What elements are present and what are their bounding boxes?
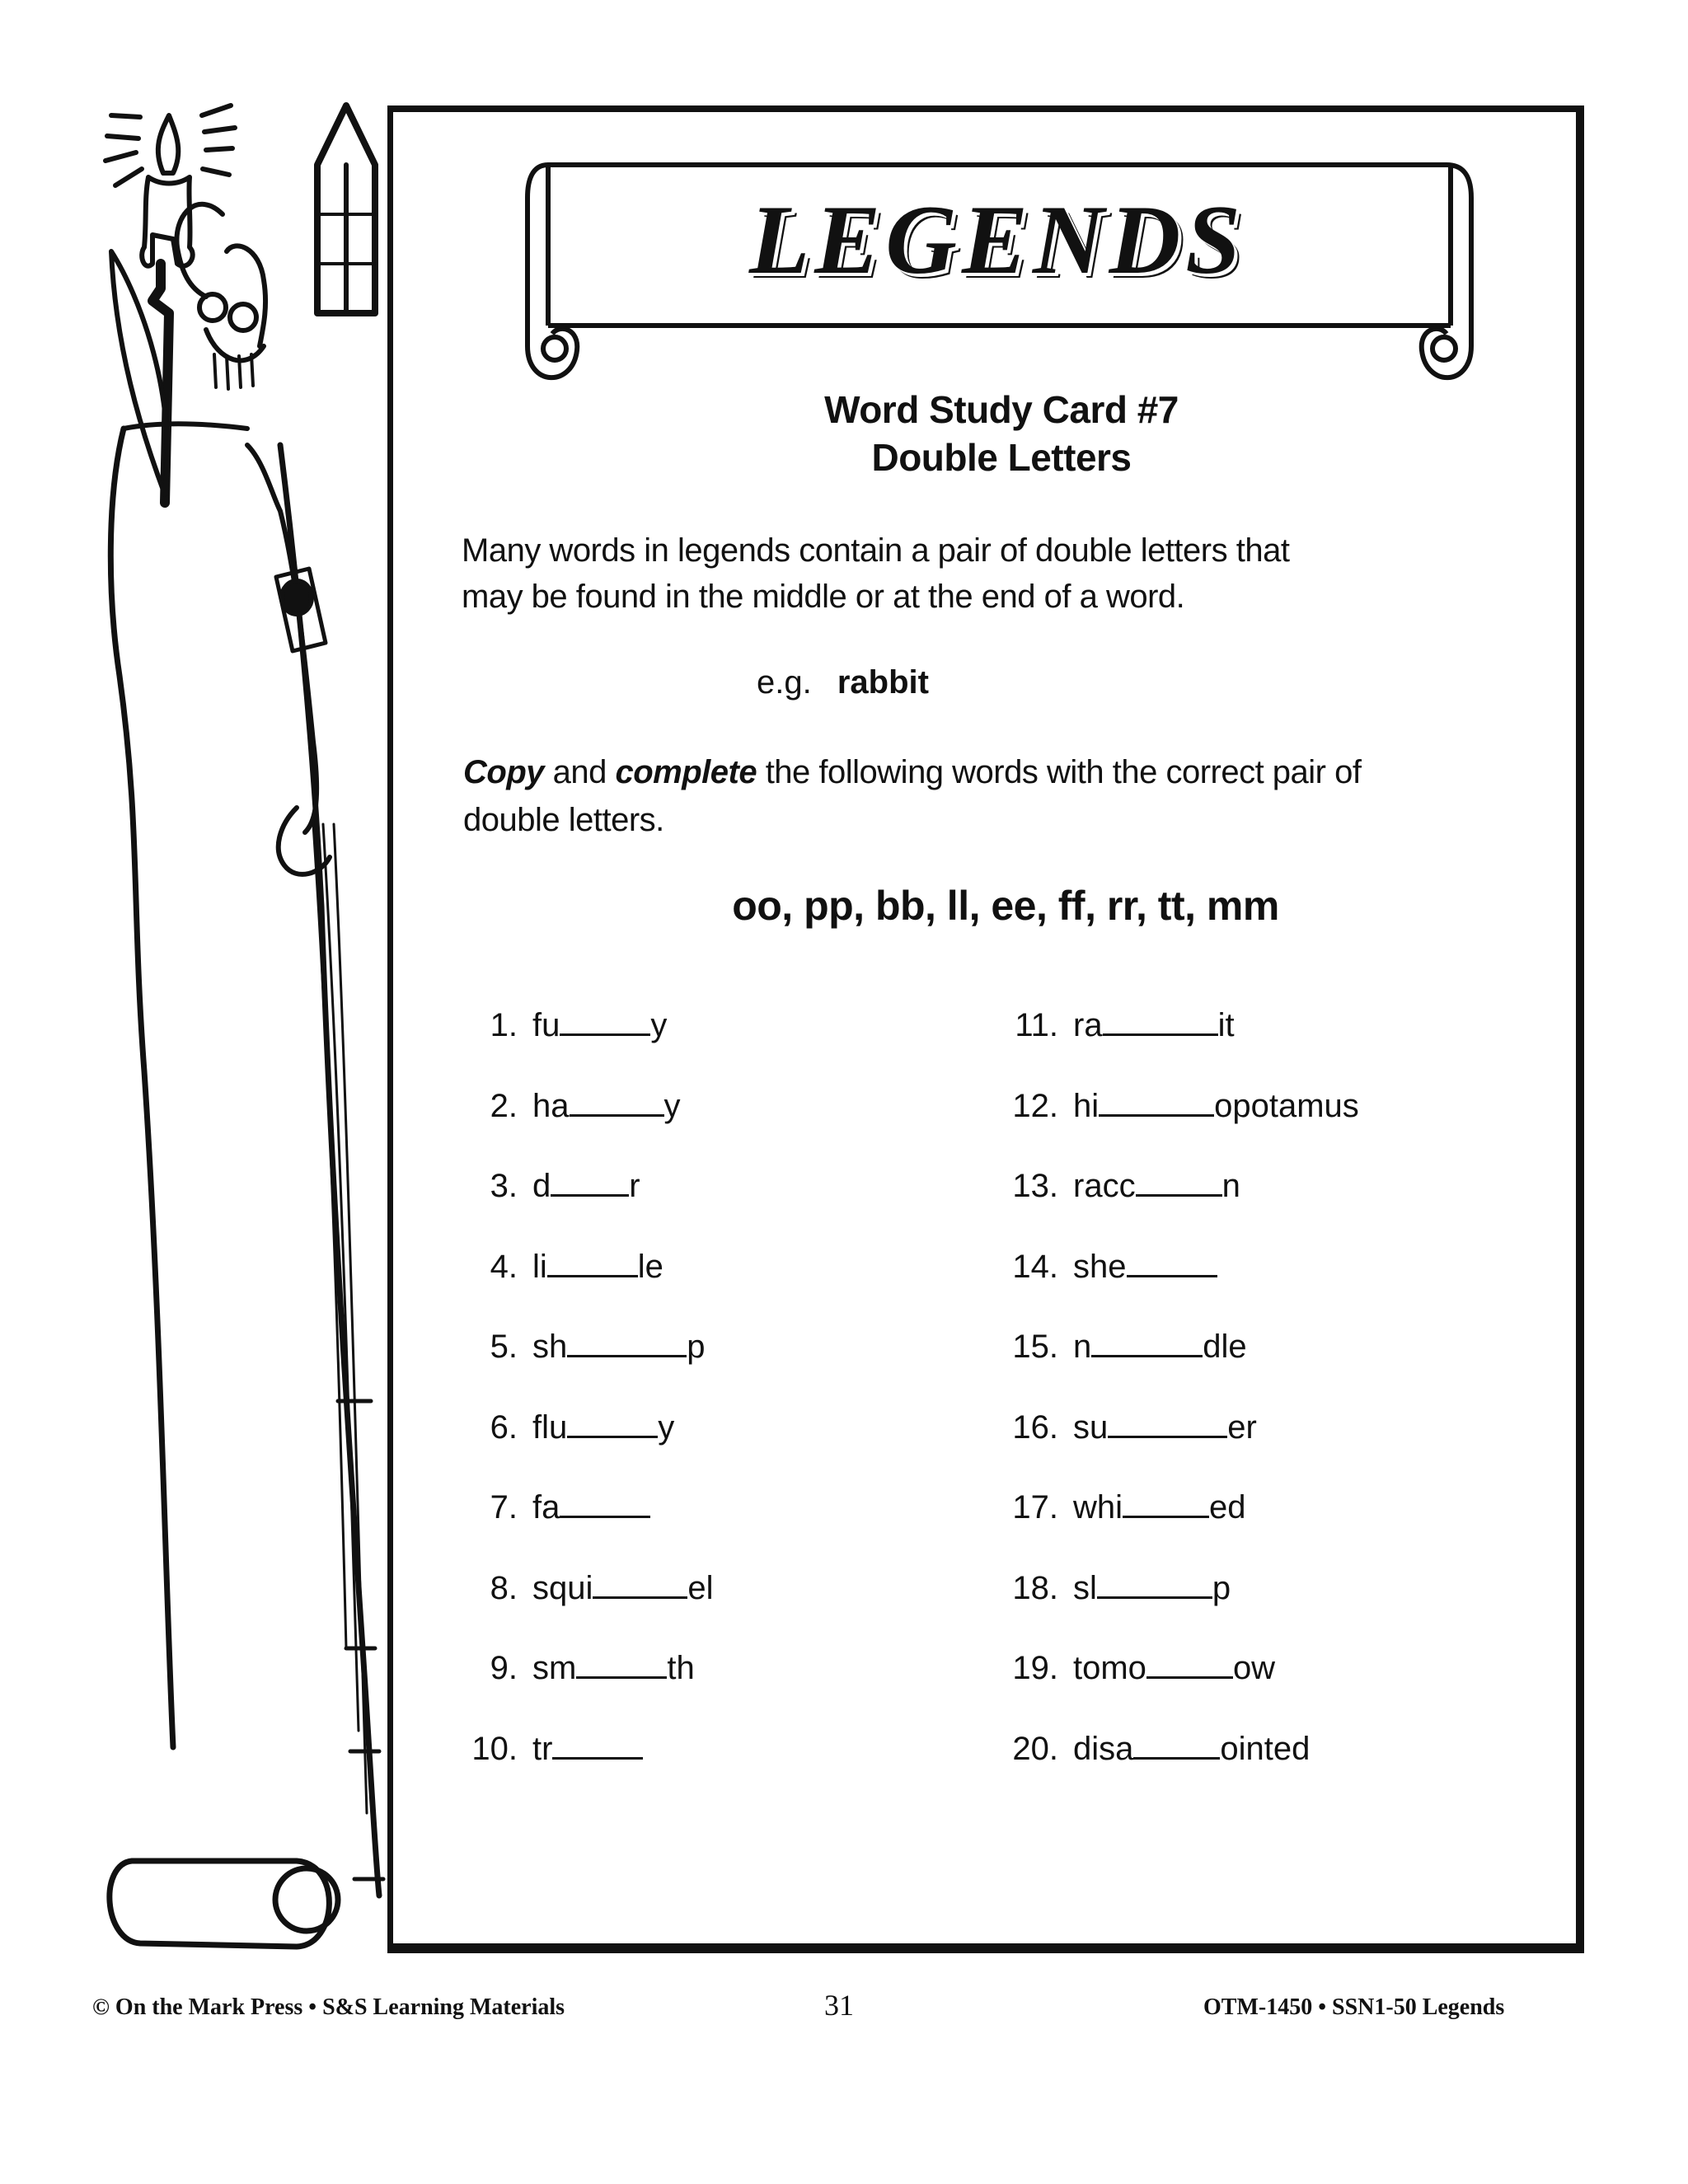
page-number: 31 — [824, 1989, 854, 2022]
exercise-item: 11. ra it — [1015, 1007, 1235, 1043]
intro-line-2: may be found in the middle or at the end of a word. — [462, 579, 1185, 615]
exercise-item: 5. sh p — [490, 1329, 706, 1365]
banner-title: LEGENDS — [748, 185, 1246, 294]
intro-line-1: Many words in legends contain a pair of double letters that — [462, 532, 1290, 569]
exercise-item: 13. racc n — [1012, 1168, 1240, 1204]
footer-product-code: OTM-1450 • SSN1-50 Legends — [1203, 1994, 1505, 2020]
exercise-item: 6. flu y — [490, 1408, 675, 1446]
exercise-item: 20. disa ointed — [1012, 1730, 1311, 1767]
answer-blank[interactable] — [1103, 1005, 1218, 1036]
exercise-item: 15. n dle — [1012, 1329, 1247, 1365]
answer-blank[interactable] — [570, 1086, 664, 1117]
answer-blank[interactable] — [567, 1327, 687, 1357]
example — [757, 664, 929, 701]
exercise-item: 14. she — [997, 1247, 1359, 1328]
example-prefix: e.g. — [757, 664, 812, 701]
card-subtitle: Double Letters — [871, 436, 1132, 479]
instruction-and: and — [544, 754, 616, 790]
exercise-item: 16. su er — [1012, 1408, 1257, 1446]
instruction-complete: complete — [615, 754, 757, 790]
answer-blank[interactable] — [567, 1408, 658, 1438]
answer-blank[interactable] — [1099, 1086, 1214, 1117]
answer-blank[interactable] — [560, 1488, 650, 1518]
instruction-line-2: double letters. — [463, 802, 664, 838]
exercise-item: 17. whi ed — [1012, 1489, 1246, 1526]
answer-blank[interactable] — [552, 1729, 643, 1760]
footer-copyright: © On the Mark Press • S&S Learning Materials — [92, 1994, 565, 2020]
exercise-item: 10. tr — [470, 1729, 714, 1810]
answer-blank[interactable] — [576, 1648, 667, 1679]
letter-pairs: oo, pp, bb, ll, ee, ff, rr, tt, mm — [732, 883, 1279, 929]
exercise-item: 7. fa — [470, 1488, 714, 1568]
exercise-item: 8. squi el — [490, 1569, 714, 1606]
exercise-item: 18. sl p — [1012, 1569, 1231, 1606]
answer-blank[interactable] — [1146, 1648, 1233, 1679]
answer-blank[interactable] — [1108, 1408, 1227, 1438]
answer-blank[interactable] — [1133, 1729, 1220, 1760]
answer-blank[interactable] — [1123, 1488, 1209, 1518]
instruction-rest: the following words with the correct pair of — [757, 754, 1362, 790]
exercise-item: 1. fu y — [490, 1007, 668, 1043]
instruction-copy: Copy — [463, 754, 544, 790]
answer-blank[interactable] — [1091, 1327, 1203, 1357]
card-title: Word Study Card #7 — [824, 388, 1179, 431]
answer-blank[interactable] — [593, 1568, 687, 1599]
intro-paragraph — [462, 527, 1500, 620]
answer-blank[interactable] — [551, 1166, 629, 1197]
exercise-item: 12. hi opotamus — [1012, 1087, 1359, 1124]
answer-blank[interactable] — [1136, 1166, 1222, 1197]
exercise-item: 2. ha y — [490, 1087, 681, 1124]
exercise-list-left — [470, 1005, 714, 1809]
exercise-item: 19. tomo ow — [1012, 1650, 1276, 1686]
exercise-item: 3. d r — [490, 1168, 640, 1204]
exercise-item: 9. sm th — [490, 1650, 695, 1686]
example-word: rabbit — [837, 664, 929, 701]
instructions — [463, 748, 1518, 844]
exercise-item: 4. li le — [490, 1248, 663, 1285]
answer-blank[interactable] — [547, 1247, 638, 1277]
answer-blank[interactable] — [560, 1005, 650, 1036]
exercise-list-right — [997, 1005, 1359, 1809]
answer-blank[interactable] — [1097, 1568, 1212, 1599]
answer-blank[interactable] — [1127, 1247, 1217, 1277]
